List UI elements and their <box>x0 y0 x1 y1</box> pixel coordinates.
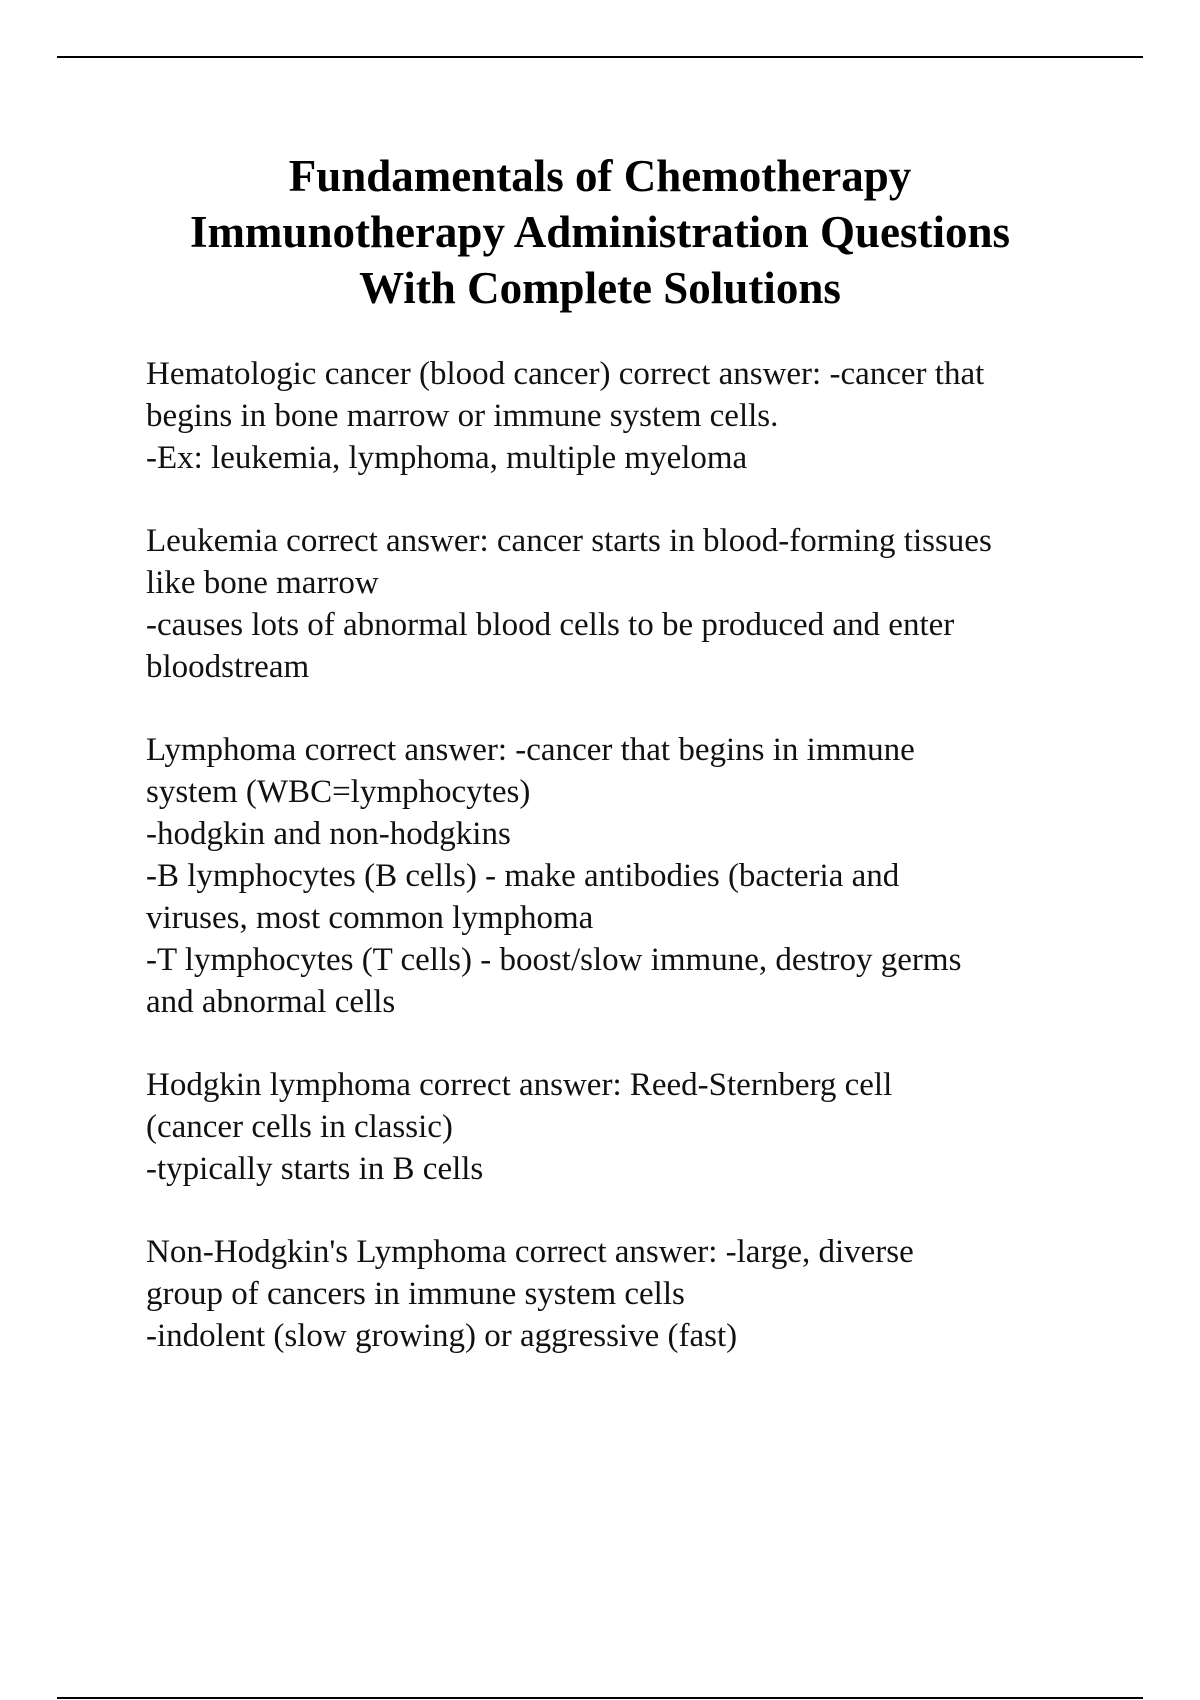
title-line: Fundamentals of Chemotherapy <box>288 151 912 201</box>
entry-line: -Ex: leukemia, lymphoma, multiple myeloma <box>146 440 748 476</box>
entry-line: -T lymphocytes (T cells) - boost/slow immune, destroy germs <box>146 942 962 978</box>
title-line: Immunotherapy Administration Questions <box>189 207 1011 257</box>
title-line: With Complete Solutions <box>359 263 841 313</box>
top-divider <box>57 56 1143 58</box>
entry-line: -indolent (slow growing) or aggressive (fast) <box>146 1318 738 1354</box>
bottom-divider <box>57 1697 1143 1699</box>
qa-entry-lymphoma <box>146 729 1146 1023</box>
entry-line: -typically starts in B cells <box>146 1151 484 1187</box>
entry-line: bloodstream <box>146 649 310 685</box>
entry-line: Lymphoma correct answer: -cancer that begins in immune <box>146 732 915 768</box>
entry-line: begins in bone marrow or immune system cells. <box>146 398 779 434</box>
entry-line: Leukemia correct answer: cancer starts in blood-forming tissues <box>146 523 992 559</box>
entry-line: system (WBC=lymphocytes) <box>146 774 531 810</box>
entry-line: (cancer cells in classic) <box>146 1109 453 1145</box>
entry-line: -causes lots of abnormal blood cells to be produced and enter <box>146 607 955 643</box>
qa-content <box>146 353 1146 1398</box>
entry-line: -hodgkin and non-hodgkins <box>146 816 511 852</box>
qa-entry-hematologic-cancer <box>146 353 1146 479</box>
entry-line: group of cancers in immune system cells <box>146 1276 685 1312</box>
entry-line: Hodgkin lymphoma correct answer: Reed-Sternberg cell <box>146 1067 893 1103</box>
entry-line: like bone marrow <box>146 565 379 601</box>
entry-line: Hematologic cancer (blood cancer) correct answer: -cancer that <box>146 356 985 392</box>
entry-line: -B lymphocytes (B cells) - make antibodies (bacteria and <box>146 858 900 894</box>
entry-line: Non-Hodgkin's Lymphoma correct answer: -large, diverse <box>146 1234 914 1270</box>
qa-entry-hodgkin-lymphoma <box>146 1064 1146 1190</box>
entry-line: viruses, most common lymphoma <box>146 900 594 936</box>
entry-line: and abnormal cells <box>146 984 396 1020</box>
qa-entry-leukemia <box>146 520 1146 688</box>
qa-entry-non-hodgkin-lymphoma <box>146 1231 1146 1357</box>
document-title <box>100 148 1100 316</box>
